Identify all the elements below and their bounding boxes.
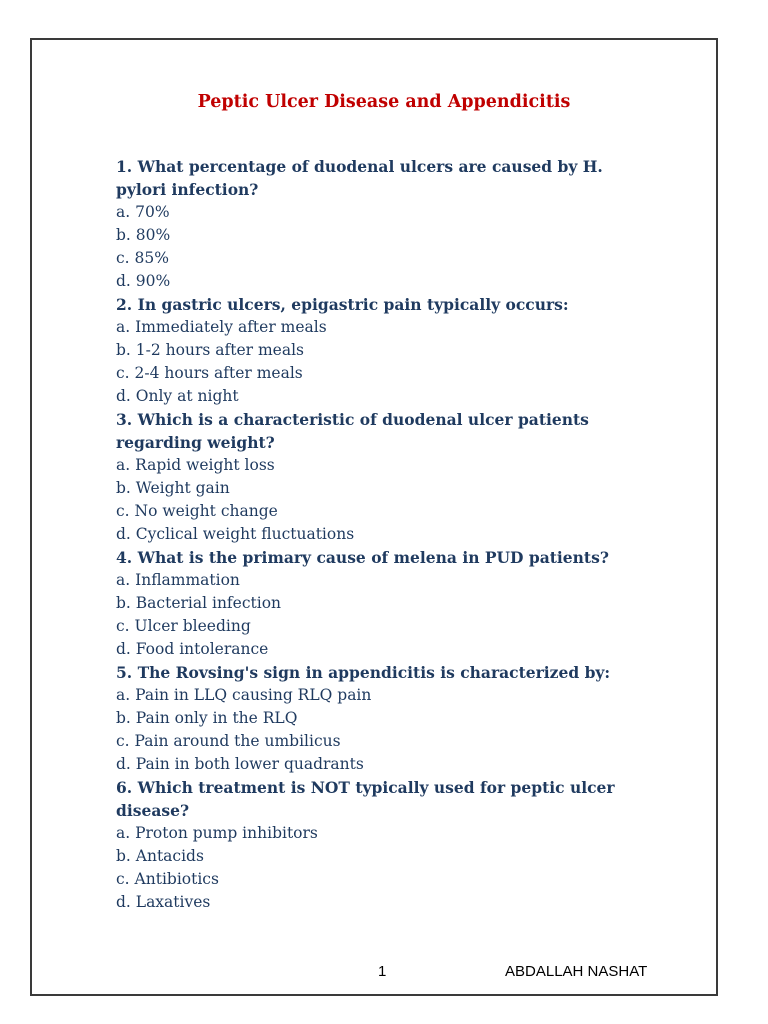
question-block	[116, 408, 656, 546]
question-block	[116, 661, 656, 776]
answer-option: b. Antacids	[116, 847, 204, 865]
question-text: 1. What percentage of duodenal ulcers are caused by H. pylori infection?	[116, 157, 603, 199]
answer-option: b. 80%	[116, 226, 171, 244]
page-number: 1	[378, 963, 387, 980]
answer-option: a. Pain in LLQ causing RLQ pain	[116, 686, 372, 704]
answer-option: a. Proton pump inhibitors	[116, 824, 318, 842]
document-title: Peptic Ulcer Disease and Appendicitis	[197, 92, 571, 112]
answer-option: b. Weight gain	[116, 479, 230, 497]
footer-author: ABDALLAH NASHAT	[505, 963, 648, 980]
question-list	[116, 155, 656, 914]
answer-option: b. 1-2 hours after meals	[116, 341, 304, 359]
answer-option: a. Immediately after meals	[116, 318, 327, 336]
question-block	[116, 155, 656, 293]
answer-option: c. Antibiotics	[116, 870, 219, 888]
answer-option: d. Laxatives	[116, 893, 211, 911]
answer-option: c. Ulcer bleeding	[116, 617, 251, 635]
answer-option: d. Food intolerance	[116, 640, 269, 658]
answer-option: d. Only at night	[116, 387, 239, 405]
answer-option: d. Pain in both lower quadrants	[116, 755, 364, 773]
answer-option: c. Pain around the umbilicus	[116, 732, 341, 750]
question-text: 3. Which is a characteristic of duodenal ulcer patients regarding weight?	[116, 410, 589, 452]
answer-option: d. 90%	[116, 272, 171, 290]
answer-option: d. Cyclical weight fluctuations	[116, 525, 355, 543]
answer-option: a. Inflammation	[116, 571, 240, 589]
answer-option: b. Bacterial infection	[116, 594, 282, 612]
question-text: 5. The Rovsing's sign in appendicitis is characterized by:	[116, 663, 611, 682]
answer-option: c. 2-4 hours after meals	[116, 364, 303, 382]
question-text: 4. What is the primary cause of melena in PUD patients?	[116, 548, 609, 567]
answer-option: c. 85%	[116, 249, 169, 267]
answer-option: c. No weight change	[116, 502, 278, 520]
question-text: 6. Which treatment is NOT typically used for peptic ulcer disease?	[116, 778, 615, 820]
answer-option: a. Rapid weight loss	[116, 456, 275, 474]
question-block	[116, 776, 656, 914]
question-block	[116, 293, 656, 408]
answer-option: b. Pain only in the RLQ	[116, 709, 298, 727]
answer-option: a. 70%	[116, 203, 170, 221]
question-text: 2. In gastric ulcers, epigastric pain typically occurs:	[116, 295, 569, 314]
question-block	[116, 546, 656, 661]
